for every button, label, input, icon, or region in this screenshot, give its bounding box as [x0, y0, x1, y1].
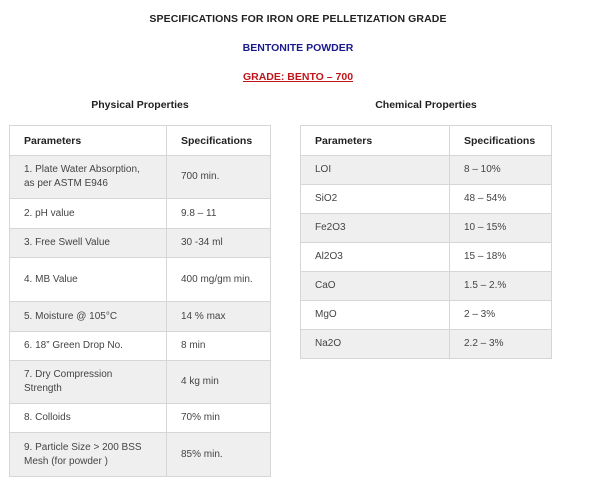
parameter-cell: MgO	[301, 301, 450, 330]
table-row	[301, 185, 552, 214]
product-name: BENTONITE POWDER	[242, 42, 354, 54]
parameter-cell: 4. MB Value	[10, 258, 167, 302]
spec-cell: 700 min.	[167, 156, 271, 199]
parameter-cell: 8. Colloids	[10, 404, 167, 433]
spec-cell: 30 -34 ml	[167, 229, 271, 258]
table-header-row	[301, 126, 552, 156]
spec-cell: 2 – 3%	[450, 301, 552, 330]
parameter-cell: CaO	[301, 272, 450, 301]
parameter-cell: 7. Dry Compression Strength	[10, 361, 167, 404]
column-header-parameters: Parameters	[301, 126, 450, 156]
parameter-cell: Na2O	[301, 330, 450, 359]
physical-properties-heading: Physical Properties	[91, 99, 189, 111]
parameter-cell: LOI	[301, 156, 450, 185]
parameter-cell: 1. Plate Water Absorption, as per ASTM E946	[10, 156, 167, 199]
table-row	[10, 361, 271, 404]
spec-cell: 400 mg/gm min.	[167, 258, 271, 302]
spec-cell: 14 % max	[167, 302, 271, 332]
grade-label: GRADE: BENTO – 700	[242, 71, 354, 83]
table-row	[301, 214, 552, 243]
table-row	[10, 258, 271, 302]
parameter-cell: Al2O3	[301, 243, 450, 272]
table-row	[301, 272, 552, 301]
spec-cell: 4 kg min	[167, 361, 271, 404]
table-row	[10, 302, 271, 332]
table-row	[10, 332, 271, 361]
table-row	[10, 433, 271, 477]
parameter-cell: 9. Particle Size > 200 BSS Mesh (for powder )	[10, 433, 167, 477]
spec-cell: 70% min	[167, 404, 271, 433]
chemical-properties-heading: Chemical Properties	[375, 99, 477, 111]
parameter-cell: Fe2O3	[301, 214, 450, 243]
table-row	[10, 404, 271, 433]
spec-cell: 2.2 – 3%	[450, 330, 552, 359]
parameter-cell: 2. pH value	[10, 199, 167, 229]
column-header-specifications: Specifications	[450, 126, 552, 156]
column-header-parameters: Parameters	[10, 126, 167, 156]
document-title: SPECIFICATIONS FOR IRON ORE PELLETIZATION GRADE	[149, 13, 447, 25]
spec-cell: 10 – 15%	[450, 214, 552, 243]
spec-cell: 15 – 18%	[450, 243, 552, 272]
spec-cell: 9.8 – 11	[167, 199, 271, 229]
spec-cell: 48 – 54%	[450, 185, 552, 214]
parameter-cell: 3. Free Swell Value	[10, 229, 167, 258]
parameter-cell: 6. 18” Green Drop No.	[10, 332, 167, 361]
table-row	[10, 229, 271, 258]
physical-properties-table	[9, 125, 271, 477]
table-row	[301, 156, 552, 185]
parameter-cell: SiO2	[301, 185, 450, 214]
spec-cell: 8 min	[167, 332, 271, 361]
parameter-cell: 5. Moisture @ 105°C	[10, 302, 167, 332]
table-row	[301, 330, 552, 359]
table-row	[301, 243, 552, 272]
chemical-properties-table	[300, 125, 552, 359]
table-row	[301, 301, 552, 330]
spec-cell: 85% min.	[167, 433, 271, 477]
column-header-specifications: Specifications	[167, 126, 271, 156]
spec-cell: 1.5 – 2.%	[450, 272, 552, 301]
table-row	[10, 156, 271, 199]
spec-cell: 8 – 10%	[450, 156, 552, 185]
table-row	[10, 199, 271, 229]
table-header-row	[10, 126, 271, 156]
